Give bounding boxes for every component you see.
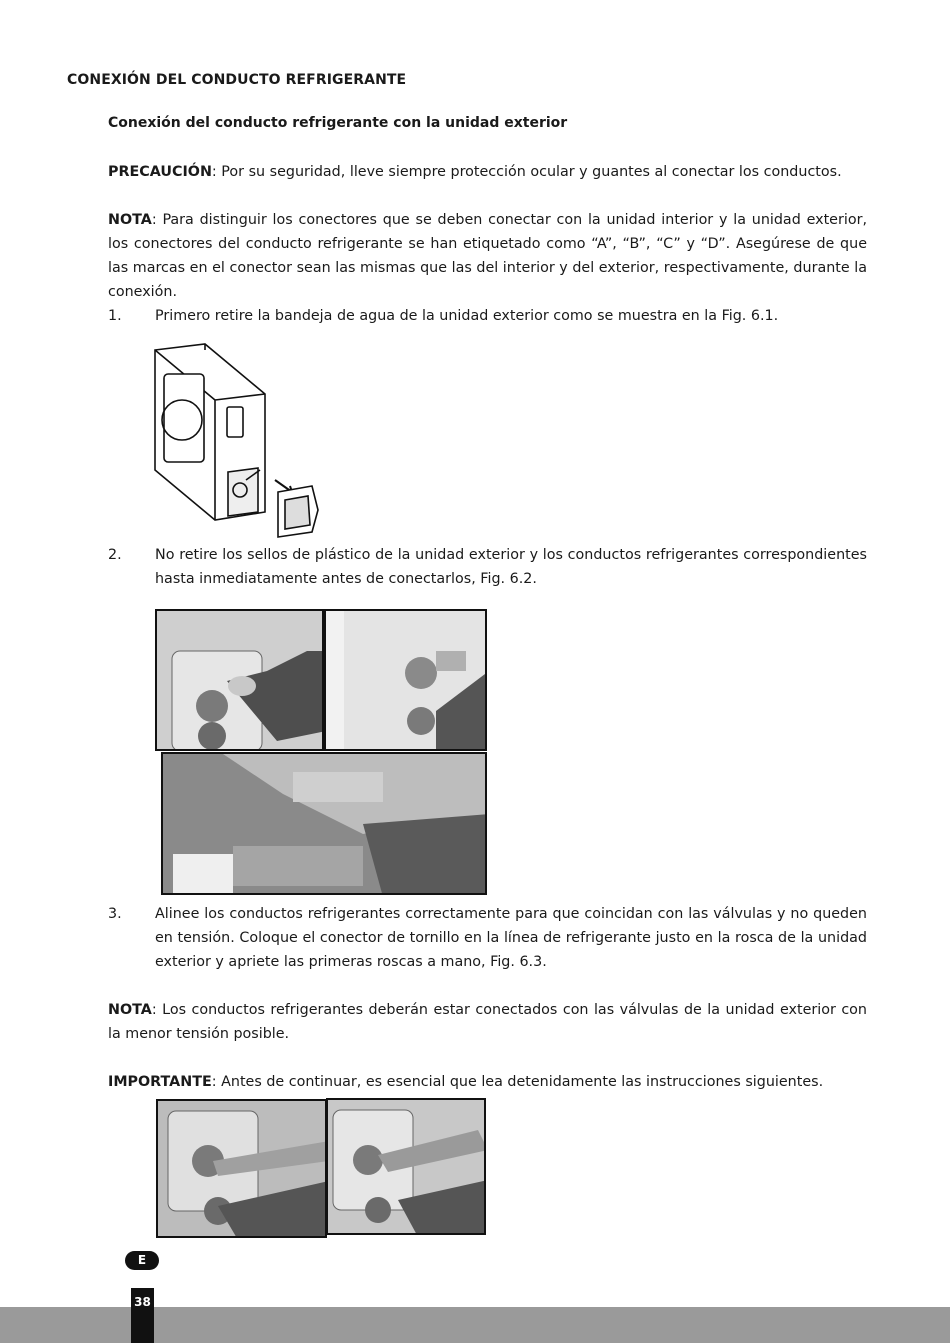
important-label: IMPORTANTE [108, 1074, 212, 1090]
step-1-text: Primero retire la bandeja de agua de la unidad exterior como se muestra en la Fig. 6.1. [155, 308, 779, 324]
connector-alignment-photo-2 [326, 1098, 486, 1235]
conduit-seal-photo [161, 752, 487, 895]
step-2-number: 2. [108, 547, 122, 563]
note-label: NOTA [108, 212, 152, 228]
caution-label: PRECAUCIÓN [108, 164, 212, 180]
seal-removal-photo-1 [155, 609, 324, 751]
step-2-text: No retire los sellos de plástico de la unidad exterior y los conductos refrigerantes correspondientes hasta inmediatamente antes de conectarlos, Fig. 6.2. [155, 547, 867, 587]
section-subheading: Conexión del conducto refrigerante con la unidad exterior [108, 115, 568, 131]
caution-paragraph [108, 160, 867, 184]
step-1-number: 1. [108, 308, 122, 324]
page-heading: CONEXIÓN DEL CONDUCTO REFRIGERANTE [67, 72, 407, 88]
note-2-label: NOTA [108, 1002, 152, 1018]
note-text: : Para distinguir los conectores que se deben conectar con la unidad interior y la unidad exterior, los conectores del conducto refrigerante se han etiquetado como “A”, “B”, “C” y “D”. Asegúrese de que las marcas en el conector sean las mismas que las del interior y del exterior, respectivamente, durante la conexión. [108, 212, 867, 300]
language-badge: E [125, 1251, 159, 1270]
seal-removal-photo-2 [324, 609, 487, 751]
note-paragraph [108, 208, 867, 304]
note-2-text: : Los conductos refrigerantes deberán estar conectados con las válvulas de la unidad exterior con la menor tensión posible. [108, 1002, 867, 1042]
step-3-text: Alinee los conductos refrigerantes correctamente para que coincidan con las válvulas y no queden en tensión. Coloque el conector de tornillo en la línea de refrigerante justo en la rosca de la unidad exterior y apriete las primeras roscas a mano, Fig. 6.3. [155, 906, 867, 970]
important-paragraph [108, 1070, 867, 1094]
outdoor-unit-illustration [150, 342, 330, 542]
page-number: 38 [134, 1295, 151, 1309]
step-3-number: 3. [108, 906, 122, 922]
connector-alignment-photo-1 [156, 1099, 327, 1238]
caution-text: : Por su seguridad, lleve siempre protección ocular y guantes al conectar los conductos. [211, 164, 842, 180]
important-text: : Antes de continuar, es esencial que lea detenidamente las instrucciones siguientes. [211, 1074, 824, 1090]
note-2-paragraph [108, 998, 867, 1046]
